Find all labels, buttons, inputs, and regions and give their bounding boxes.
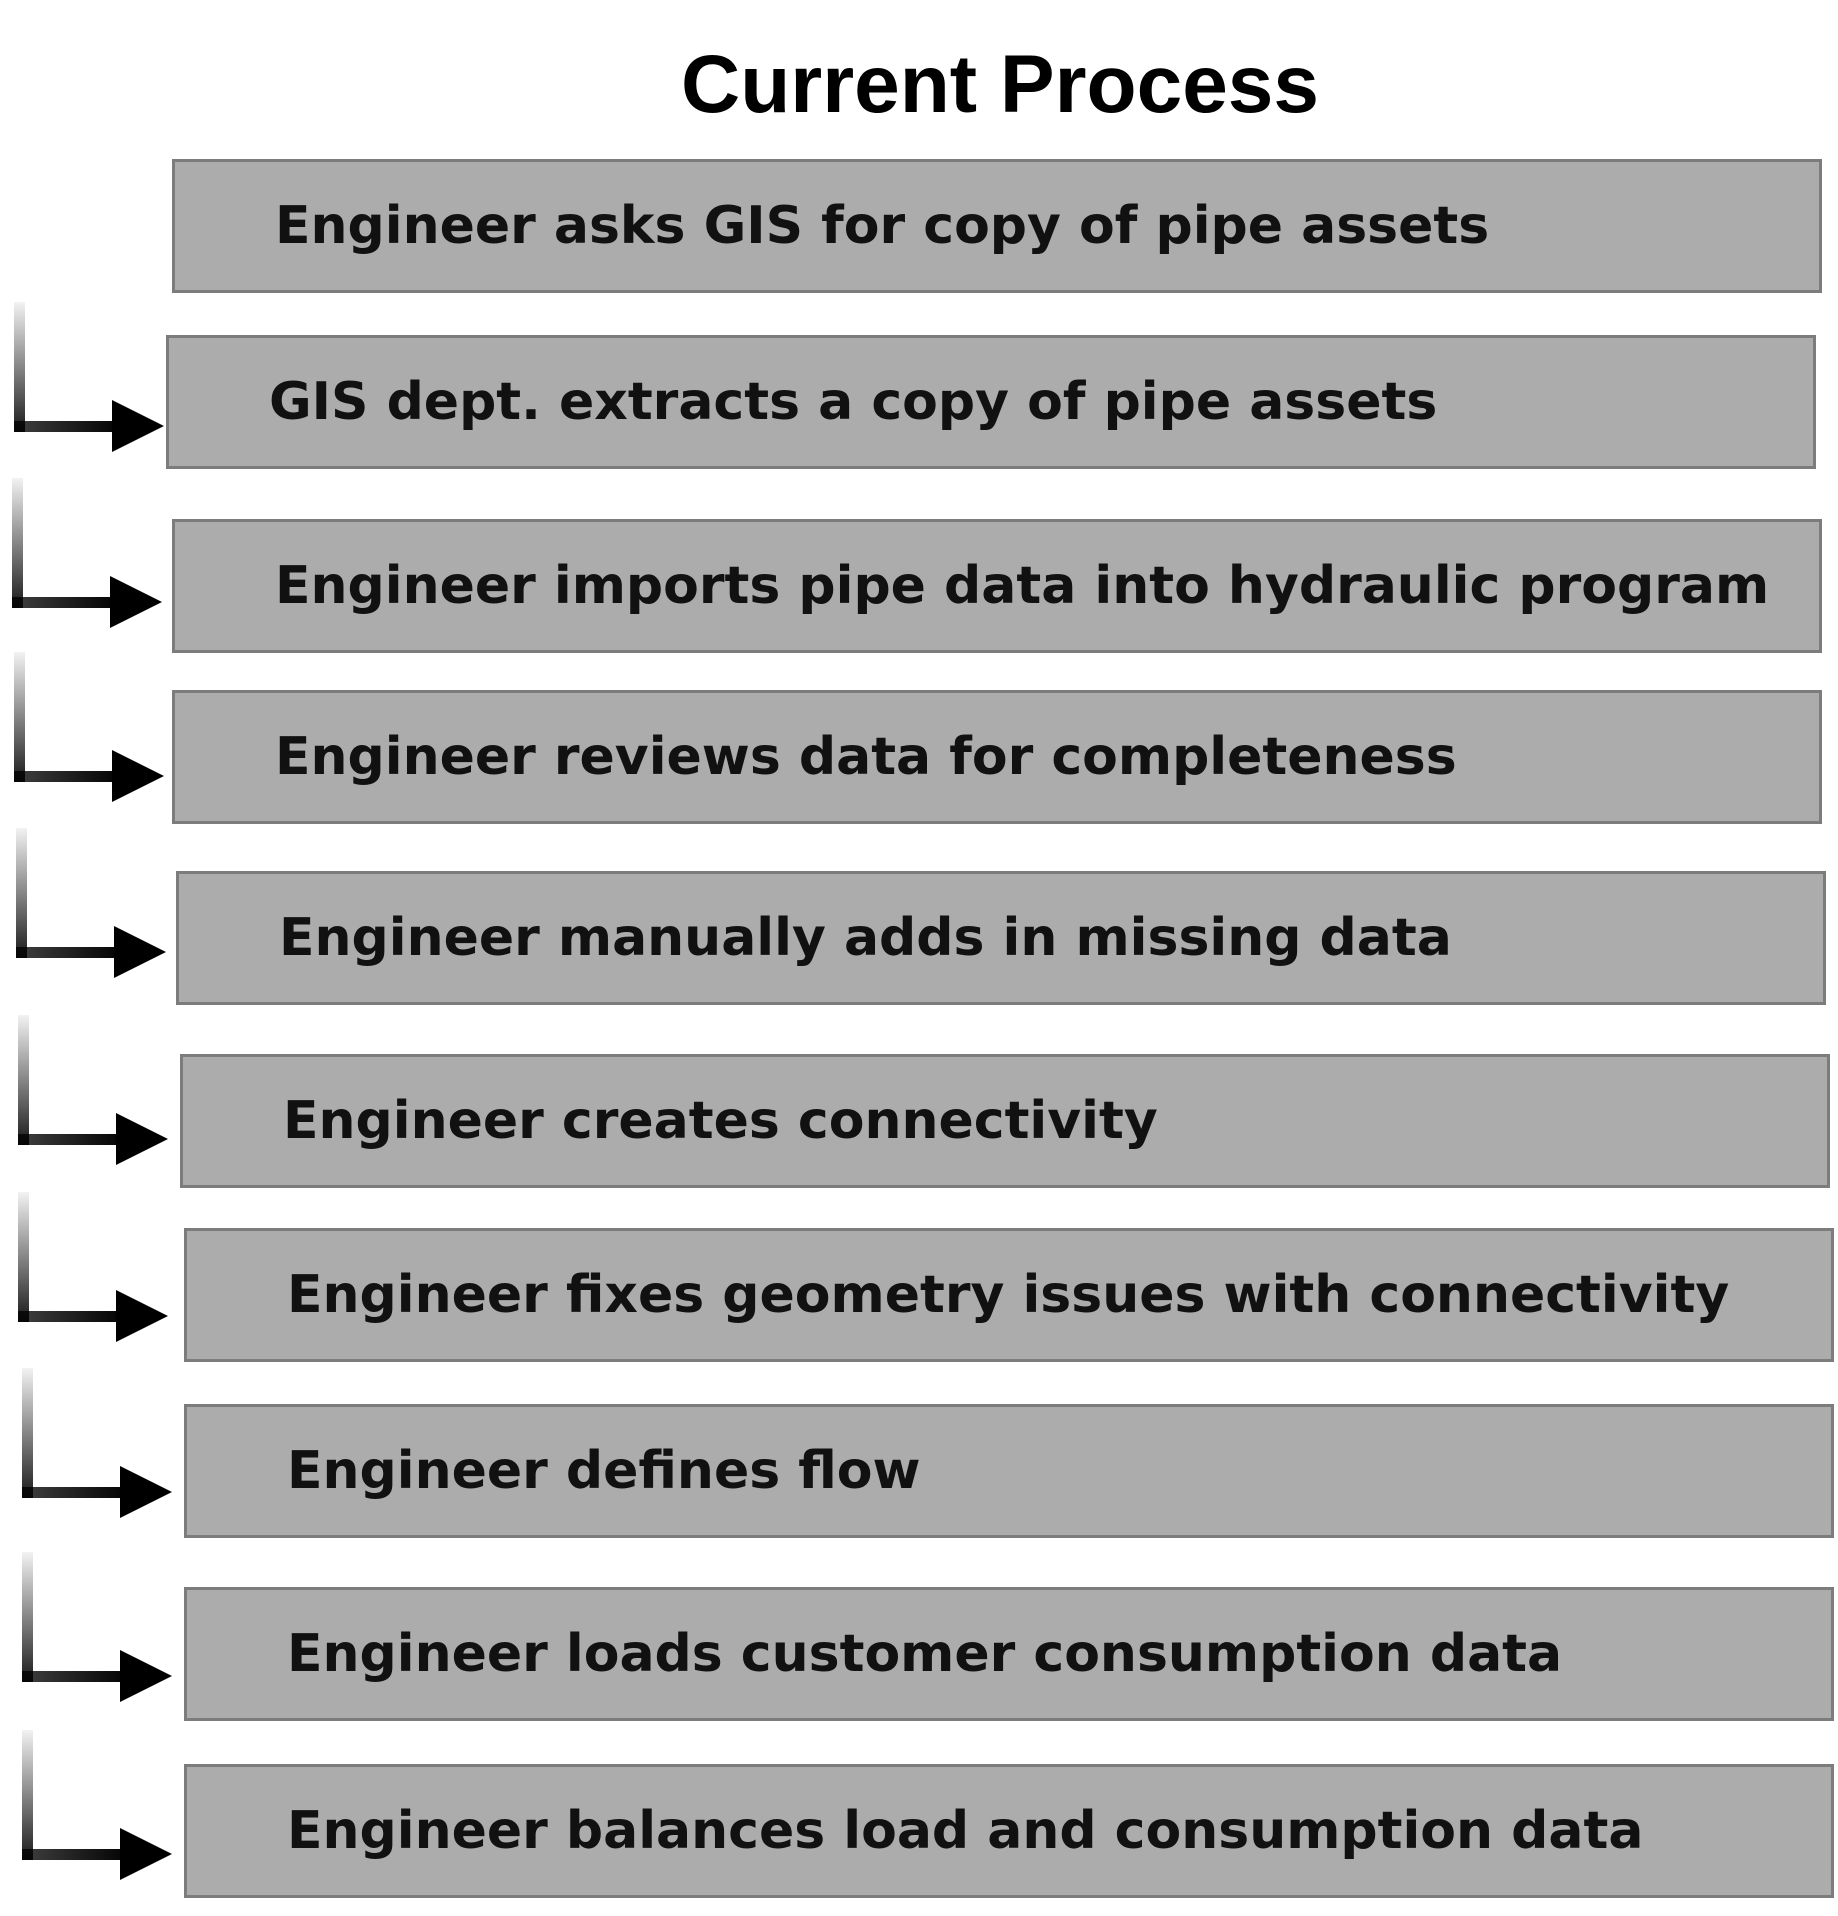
elbow-arrow-icon xyxy=(12,1015,182,1185)
step-label: Engineer balances load and consumption data xyxy=(287,1801,1644,1861)
step-label: Engineer imports pipe data into hydraulic program xyxy=(275,556,1770,616)
elbow-arrow-icon xyxy=(6,478,176,648)
step-label: Engineer fixes geometry issues with connectivity xyxy=(287,1265,1730,1325)
elbow-arrow-icon xyxy=(10,828,180,998)
process-step-8 xyxy=(184,1404,1834,1538)
elbow-arrow-icon xyxy=(16,1368,186,1538)
process-step-7 xyxy=(184,1228,1834,1362)
elbow-arrow-icon xyxy=(8,302,178,472)
elbow-arrow-icon xyxy=(16,1730,186,1900)
process-step-5 xyxy=(176,871,1826,1005)
elbow-arrow-icon xyxy=(12,1192,182,1362)
process-step-6 xyxy=(180,1054,1830,1188)
process-step-2 xyxy=(166,335,1816,469)
process-step-9 xyxy=(184,1587,1834,1721)
step-label: Engineer manually adds in missing data xyxy=(279,908,1452,968)
step-label: Engineer creates connectivity xyxy=(283,1091,1158,1151)
elbow-arrow-icon xyxy=(8,652,178,822)
step-label: GIS dept. extracts a copy of pipe assets xyxy=(269,372,1438,432)
process-step-3 xyxy=(172,519,1822,653)
page-title: Current Process xyxy=(680,39,1320,130)
step-label: Engineer asks GIS for copy of pipe assets xyxy=(275,196,1490,256)
step-label: Engineer reviews data for completeness xyxy=(275,727,1457,787)
process-step-1 xyxy=(172,159,1822,293)
step-label: Engineer defines flow xyxy=(287,1441,921,1501)
elbow-arrow-icon xyxy=(16,1552,186,1722)
step-label: Engineer loads customer consumption data xyxy=(287,1624,1563,1684)
process-step-10 xyxy=(184,1764,1834,1898)
process-step-4 xyxy=(172,690,1822,824)
